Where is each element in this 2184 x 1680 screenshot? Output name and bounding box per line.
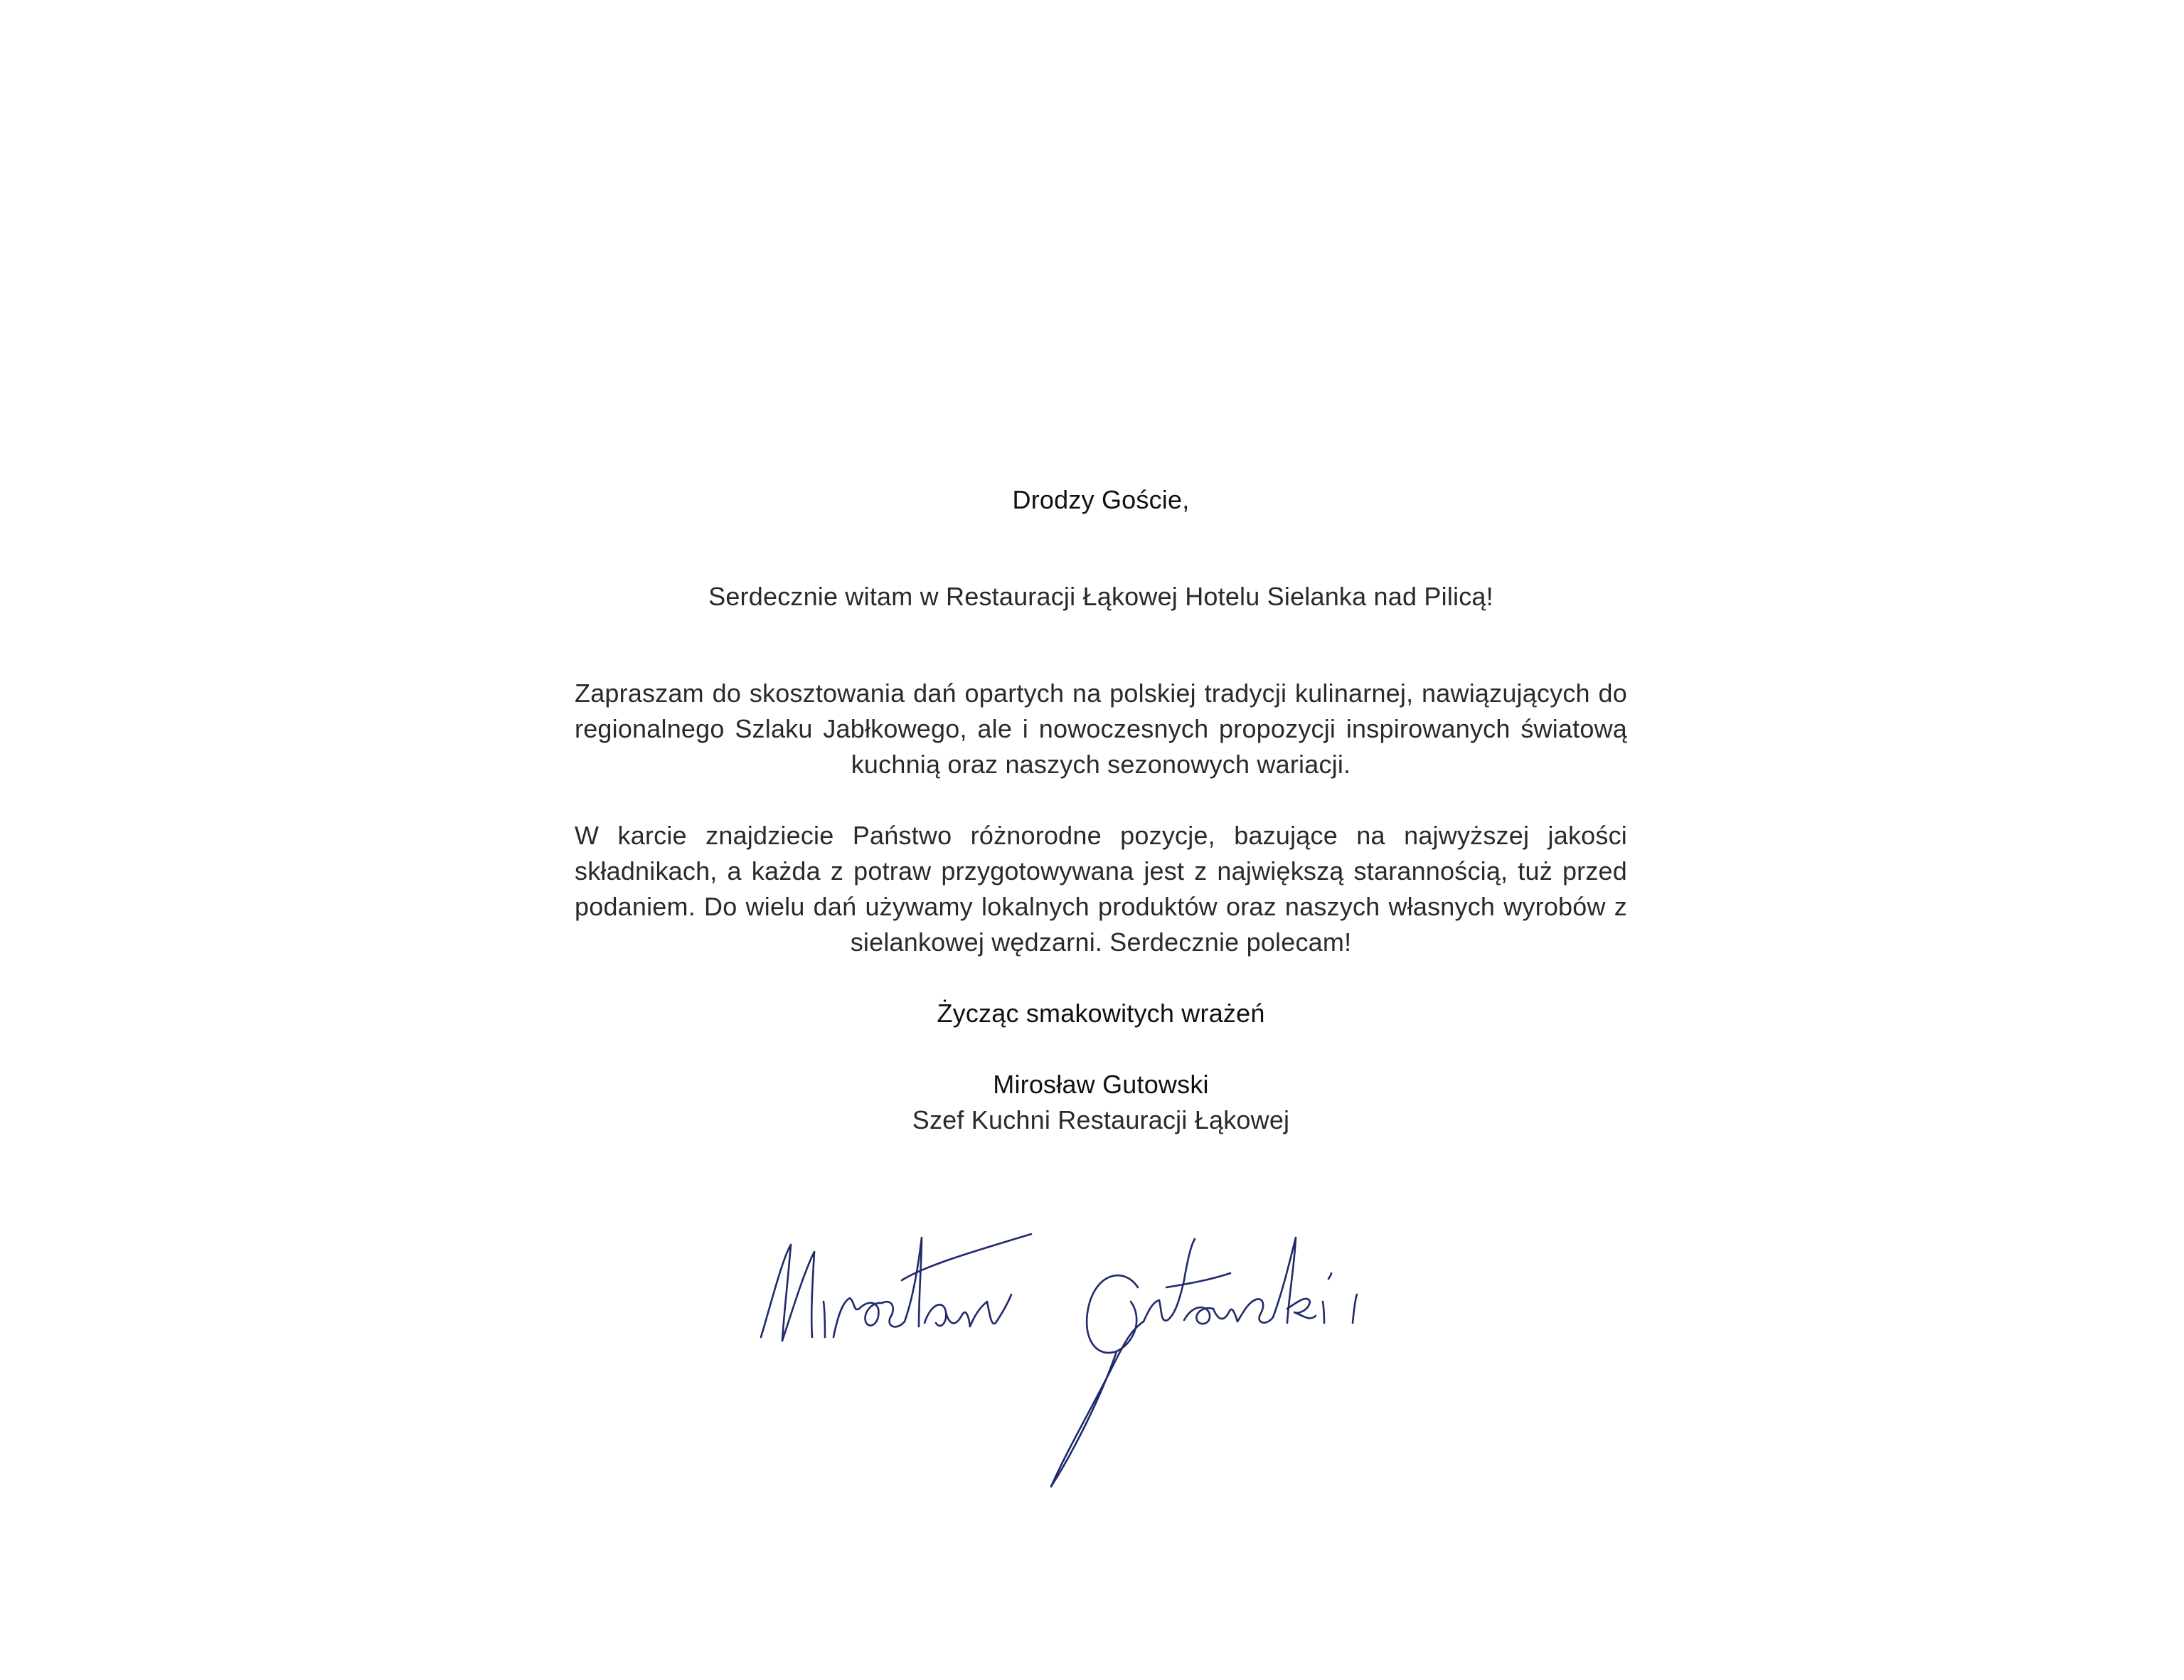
spacer [575,518,1627,553]
spacer [575,640,1627,676]
letter-paragraph-2: W karcie znajdziecie Państwo różnorodne pozycje, bazujące na najwyższej jakości składnikach, a każda z potraw przygotowywana jest z największą starannością, tuż przed podaniem. Do wielu dań używamy lokalnych produktów oraz naszych własnych wyrobów z sielankowej wędzarni. Serdecznie polecam! [575,821,1627,957]
spacer [575,782,1627,818]
author-title: Szef Kuchni Restauracji Łąkowej [912,1105,1290,1134]
spacer [575,1031,1627,1067]
letter-greeting: Drodzy Goście, [1012,485,1190,514]
welcome-letter [575,482,1627,1138]
letter-paragraph-1: Zapraszam do skosztowania dań opartych na polskiej tradycji kulinarnej, nawiązujących do regionalnego Szlaku Jabłkowego, ale i nowoczesnych propozycji inspirowanych światową kuchnią oraz naszych sezonowych wariacji. [575,679,1627,779]
handwritten-signature [754,1195,1437,1508]
author-name: Mirosław Gutowski [993,1070,1209,1099]
letter-welcome-line: Serdecznie witam w Restauracji Łąkowej Hotelu Sielanka nad Pilicą! [708,582,1493,611]
letter-closing: Życząc smakowitych wrażeń [937,999,1265,1028]
spacer [575,960,1627,996]
